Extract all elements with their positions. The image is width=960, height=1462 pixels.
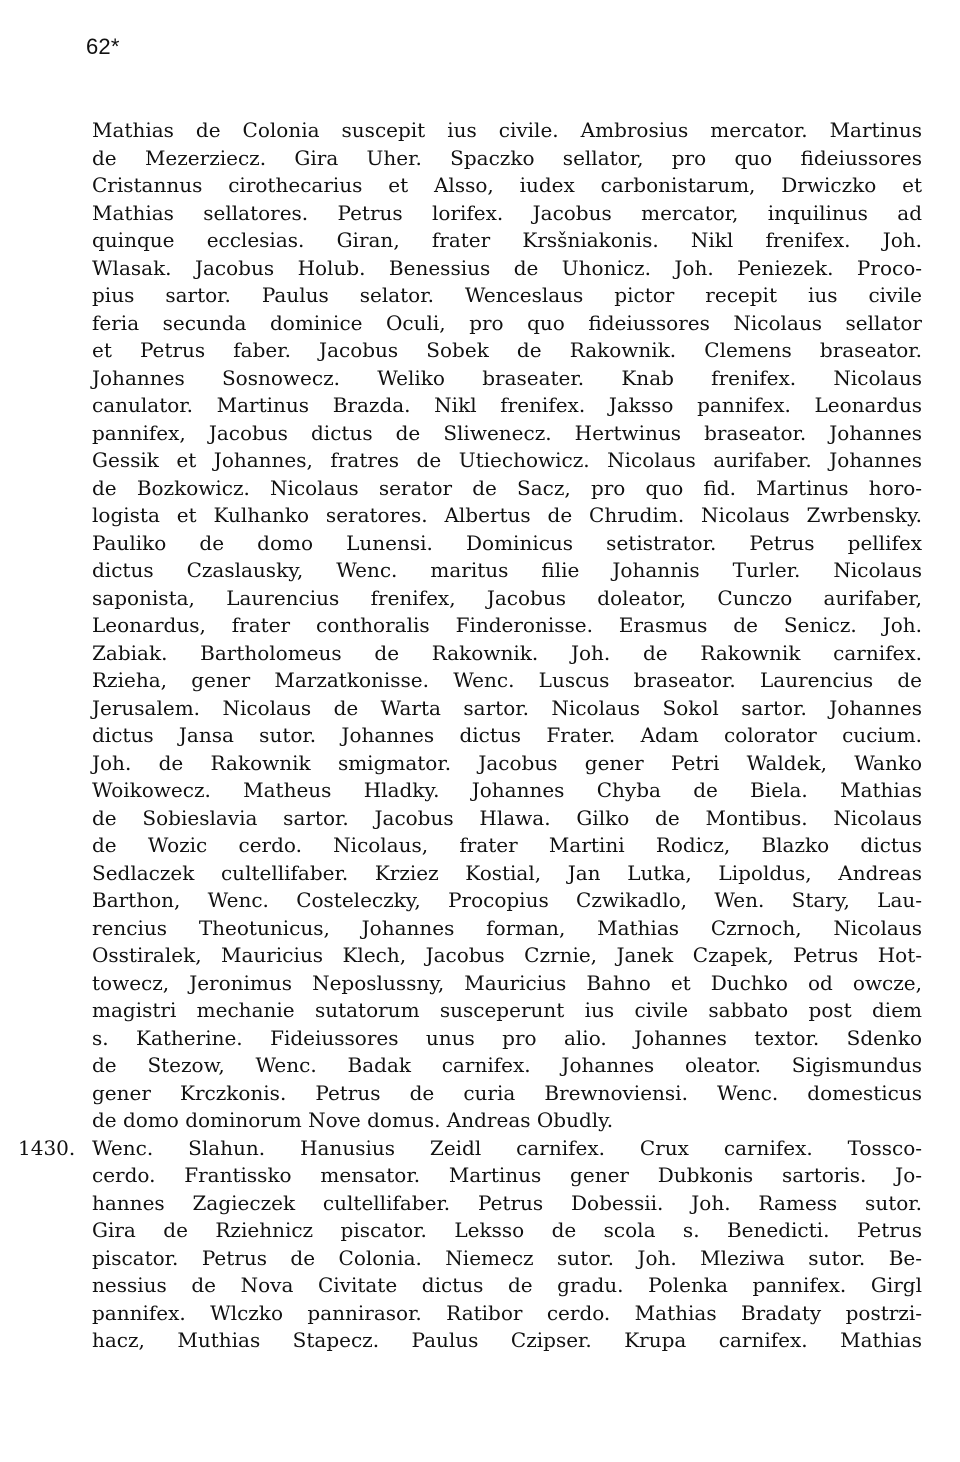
text-line: saponista, Laurencius frenifex, Jacobus doleator, Cunczo aurifaber,: [92, 586, 922, 610]
text-line: Wenc. Slahun. Hanusius Zeidl carnifex. Crux carnifex. Tossco-: [92, 1136, 922, 1160]
text-line: dictus Jansa sutor. Johannes dictus Frater. Adam colorator cucium.: [92, 723, 922, 747]
page-number: 62*: [86, 34, 120, 59]
text-line: Pauliko de domo Lunensi. Dominicus setistrator. Petrus pellifex: [92, 531, 922, 555]
text-line: Leonardus, frater conthoralis Finderonisse. Erasmus de Senicz. Joh.: [92, 613, 922, 637]
text-line: cerdo. Frantissko mensator. Martinus gener Dubkonis sartoris. Jo-: [92, 1163, 922, 1187]
text-line: Woikowecz. Matheus Hladky. Johannes Chyba de Biela. Mathias: [92, 778, 922, 802]
text-line: s. Katherine. Fideiussores unus pro alio. Johannes textor. Sdenko: [92, 1026, 922, 1050]
text-line: Osstiralek, Mauricius Klech, Jacobus Czrnie, Janek Czapek, Petrus Hot-: [92, 943, 922, 967]
text-line: Mathias sellatores. Petrus lorifex. Jacobus mercator, inquilinus ad: [92, 201, 922, 225]
text-line: de Wozic cerdo. Nicolaus, frater Martini Rodicz, Blazko dictus: [92, 833, 922, 857]
text-line: quinque ecclesias. Giran, frater Krsšniakonis. Nikl frenifex. Joh.: [92, 228, 922, 252]
text-line: canulator. Martinus Brazda. Nikl frenifex. Jaksso pannifex. Leonardus: [92, 393, 922, 417]
text-line: Barthon, Wenc. Costeleczky, Procopius Czwikadlo, Wen. Stary, Lau-: [92, 888, 922, 912]
text-line: et Petrus faber. Jacobus Sobek de Rakownik. Clemens braseator.: [92, 338, 922, 362]
text-line: pannifex. Wlczko pannirasor. Ratibor cerdo. Mathias Bradaty postrzi-: [92, 1301, 922, 1325]
text-line: dictus Czaslausky, Wenc. maritus filie Johannis Turler. Nicolaus: [92, 558, 922, 582]
text-line: piscator. Petrus de Colonia. Niemecz sutor. Joh. Mleziwa sutor. Be-: [92, 1246, 922, 1270]
text-line: towecz, Jeronimus Neposlussny, Mauricius Bahno et Duchko od owcze,: [92, 971, 922, 995]
text-line: Gessik et Johannes, fratres de Utiechowicz. Nicolaus aurifaber. Johannes: [92, 448, 922, 472]
text-line: Sedlaczek cultellifaber. Krziez Kostial, Jan Lutka, Lipoldus, Andreas: [92, 861, 922, 885]
text-line: Rzieha, gener Marzatkonisse. Wenc. Luscus braseator. Laurencius de: [92, 668, 922, 692]
text-line: de Sobieslavia sartor. Jacobus Hlawa. Gilko de Montibus. Nicolaus: [92, 806, 922, 830]
year-marker: 1430.: [18, 1136, 76, 1160]
text-line: de Mezerziecz. Gira Uher. Spaczko sellator, pro quo fideiussores: [92, 146, 922, 170]
text-line: de Bozkowicz. Nicolaus serator de Sacz, pro quo fid. Martinus horo-: [92, 476, 922, 500]
text-line: de domo dominorum Nove domus. Andreas Obudly.: [92, 1108, 614, 1132]
text-line: Johannes Sosnowecz. Weliko braseater. Knab frenifex. Nicolaus: [92, 366, 922, 390]
text-line: logista et Kulhanko seratores. Albertus de Chrudim. Nicolaus Zwrbensky.: [92, 503, 922, 527]
text-line: Cristannus cirothecarius et Alsso, iudex carbonistarum, Drwiczko et: [92, 173, 922, 197]
text-line: feria secunda dominice Oculi, pro quo fideiussores Nicolaus sellator: [92, 311, 922, 335]
text-line: pius sartor. Paulus selator. Wenceslaus pictor recepit ius civile: [92, 283, 922, 307]
text-line: Jerusalem. Nicolaus de Warta sartor. Nicolaus Sokol sartor. Johannes: [92, 696, 922, 720]
text-line: magistri mechanie sutatorum susceperunt ius civile sabbato post diem: [92, 998, 922, 1022]
text-line: Zabiak. Bartholomeus de Rakownik. Joh. de Rakownik carnifex.: [92, 641, 922, 665]
text-line: hacz, Muthias Stapecz. Paulus Czipser. Krupa carnifex. Mathias: [92, 1328, 922, 1352]
text-line: Wlasak. Jacobus Holub. Benessius de Uhonicz. Joh. Peniezek. Proco-: [92, 256, 922, 280]
text-line: nessius de Nova Civitate dictus de gradu. Polenka pannifex. Girgl: [92, 1273, 922, 1297]
text-line: Joh. de Rakownik smigmator. Jacobus gener Petri Waldek, Wanko: [92, 751, 922, 775]
text-line: gener Krczkonis. Petrus de curia Brewnoviensi. Wenc. domesticus: [92, 1081, 922, 1105]
text-line: hannes Zagieczek cultellifaber. Petrus Dobessii. Joh. Ramess sutor.: [92, 1191, 922, 1215]
text-line: Mathias de Colonia suscepit ius civile. Ambrosius mercator. Martinus: [92, 118, 922, 142]
text-line: pannifex, Jacobus dictus de Sliwenecz. Hertwinus braseator. Johannes: [92, 421, 922, 445]
text-line: rencius Theotunicus, Johannes forman, Mathias Czrnoch, Nicolaus: [92, 916, 922, 940]
text-line: de Stezow, Wenc. Badak carnifex. Johannes oleator. Sigismundus: [92, 1053, 922, 1077]
text-line: Gira de Rziehnicz piscator. Leksso de scola s. Benedicti. Petrus: [92, 1218, 922, 1242]
